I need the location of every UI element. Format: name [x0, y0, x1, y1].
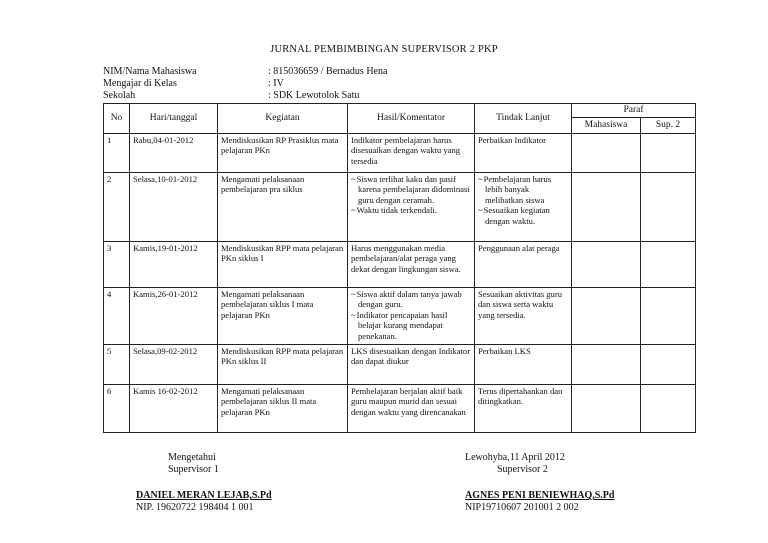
signature-right — [465, 490, 614, 514]
info-value: : IV — [268, 78, 284, 89]
cell-result — [348, 172, 475, 241]
list-item: ~ Sesuaikan kegiatan dengan waktu. — [478, 205, 568, 226]
header-no: No — [104, 104, 130, 134]
info-row-student — [103, 66, 387, 78]
cell-follow-up: Perbaikan LKS — [475, 344, 572, 384]
info-label: Mengajar di Kelas — [103, 78, 177, 89]
table-row — [104, 384, 696, 432]
cell-paraf-mahasiswa — [572, 287, 641, 344]
cell-paraf-sup2 — [641, 172, 696, 241]
table-row — [104, 287, 696, 344]
cell-paraf-mahasiswa — [572, 172, 641, 241]
cell-paraf-sup2 — [641, 133, 696, 172]
cell-follow-up — [475, 172, 572, 241]
document-title: JURNAL PEMBIMBINGAN SUPERVISOR 2 PKP — [270, 44, 498, 55]
signature-left-heading — [168, 452, 219, 476]
cell-result: LKS disesuaikan dengan Indikator dan dapat diukur — [348, 344, 475, 384]
cell-result: Harus menggunakan media pembelajaran/alat peraga yang dekat dengan lingkungan siswa. — [348, 241, 475, 287]
cell-date: Kamis,19-01-2012 — [130, 241, 218, 287]
header-sup2: Sup. 2 — [641, 117, 696, 133]
cell-no: 6 — [104, 384, 130, 432]
cell-activity: Mengamati pelaksanaan pembelajaran siklus I mata pelajaran PKn — [218, 287, 348, 344]
list-item: ~ Indikator pencapaian hasil belajar kurang mendapat penekanan. — [351, 310, 471, 342]
cell-paraf-sup2 — [641, 241, 696, 287]
cell-paraf-mahasiswa — [572, 344, 641, 384]
supervisor-1-name: DANIEL MERAN LEJAB,S.Pd — [136, 490, 272, 501]
cell-paraf-sup2 — [641, 384, 696, 432]
cell-result: Pembelajaran berjalan aktif baik guru maupun murid dan sesuai dengan waktu yang direncanakan — [348, 384, 475, 432]
cell-result: Indikator pembelajaran harus disesuaikan dengan waktu yang tersedia — [348, 133, 475, 172]
cell-follow-up: Penggunaan alat peraga — [475, 241, 572, 287]
table-row — [104, 172, 696, 241]
cell-paraf-sup2 — [641, 344, 696, 384]
cell-paraf-mahasiswa — [572, 241, 641, 287]
cell-no: 3 — [104, 241, 130, 287]
info-label: Sekolah — [103, 90, 136, 101]
supervisor-2-nip: NIP19710607 201001 2 002 — [465, 502, 579, 513]
list-item: ~ Waktu tidak terkendali. — [351, 205, 471, 216]
cell-date: Selasa,09-02-2012 — [130, 344, 218, 384]
place-date: Lewohyba,11 April 2012 — [465, 452, 565, 463]
header-paraf: Paraf — [572, 104, 696, 118]
supervisor-2-name: AGNES PENI BENIEWHAQ,S.Pd — [465, 490, 615, 501]
cell-activity: Mendiskusikan RPP mata pelajaran PKn siklus I — [218, 241, 348, 287]
cell-activity: Mendiskusikan RPP mata pelajaran PKn siklus II — [218, 344, 348, 384]
cell-date: Selasa,10-01-2012 — [130, 172, 218, 241]
info-row-school — [103, 90, 387, 102]
cell-result — [348, 287, 475, 344]
supervisor-2-label: Supervisor 2 — [497, 464, 548, 475]
header-mahasiswa: Mahasiswa — [572, 117, 641, 133]
cell-follow-up: Sesuaikan aktivitas guru dan siswa serta waktu yang tersedia. — [475, 287, 572, 344]
info-label: NIM/Nama Mahasiswa — [103, 66, 197, 77]
header-result: Hasil/Komentator — [348, 104, 475, 134]
cell-activity: Mengamati pelaksanaan pembelajaran pra siklus — [218, 172, 348, 241]
header-follow-up: Tindak Lanjut — [475, 104, 572, 134]
info-row-class — [103, 78, 387, 90]
supervisor-1-label: Supervisor 1 — [168, 464, 219, 475]
journal-table — [103, 103, 696, 433]
cell-follow-up: Perbaikan Indikator — [475, 133, 572, 172]
info-value: : 815036659 / Bernadus Hena — [268, 66, 388, 77]
cell-date: Kamis 16-02-2012 — [130, 384, 218, 432]
cell-paraf-sup2 — [641, 287, 696, 344]
cell-no: 1 — [104, 133, 130, 172]
cell-activity: Mengamati pelaksanaan pembelajaran siklus II mata pelajaran PKn — [218, 384, 348, 432]
cell-activity: Mendiskusikan RP Prasiklus mata pelajaran PKn — [218, 133, 348, 172]
info-value: : SDK Lewotolok Satu — [268, 90, 360, 101]
cell-follow-up: Terus dipertahankan dan ditingkatkan. — [475, 384, 572, 432]
supervisor-1-nip: NIP. 19620722 198404 1 001 — [136, 502, 254, 513]
header-activity: Kegiatan — [218, 104, 348, 134]
table-row — [104, 241, 696, 287]
cell-no: 5 — [104, 344, 130, 384]
table-row — [104, 133, 696, 172]
table-row — [104, 344, 696, 384]
cell-paraf-mahasiswa — [572, 384, 641, 432]
cell-no: 4 — [104, 287, 130, 344]
list-item: ~ Pembelajaran harus lebih banyak melibatkan siswa — [478, 174, 568, 206]
signature-left — [136, 490, 272, 514]
list-item: ~ Siswa aktif dalam tanya jawab dengan guru. — [351, 289, 471, 310]
cell-paraf-mahasiswa — [572, 133, 641, 172]
list-item: ~ Siswa terlihat kaku dan pasif karena pembelajaran didominasi guru dengan ceramah. — [351, 174, 471, 206]
cell-date: Rabu,04-01-2012 — [130, 133, 218, 172]
cell-date: Kamis,26-01-2012 — [130, 287, 218, 344]
acknowledged-label: Mengetahui — [168, 452, 216, 463]
signature-right-heading — [465, 452, 565, 476]
header-date: Hari/tanggal — [130, 104, 218, 134]
cell-no: 2 — [104, 172, 130, 241]
student-info — [103, 66, 387, 102]
